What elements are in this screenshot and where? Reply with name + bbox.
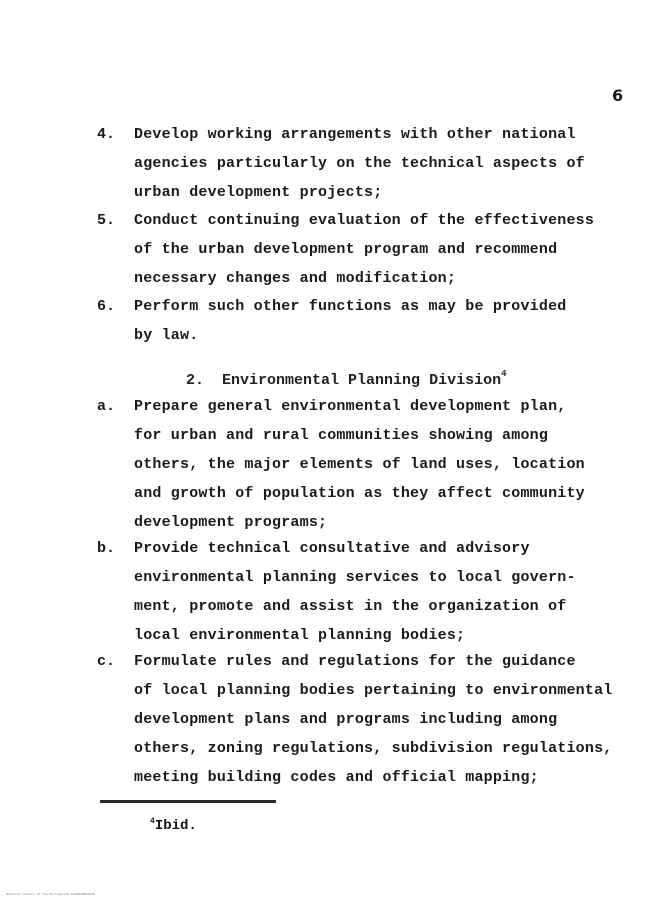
item-c-line-3: development plans and programs including among — [134, 711, 558, 728]
item-5-line-2: of the urban development program and recommend — [134, 241, 558, 258]
item-a-line-1: Prepare general environmental development plan, — [134, 398, 567, 415]
item-a-line-2: for urban and rural communities showing among — [134, 427, 549, 444]
item-b-line-3: ment, promote and assist in the organization of — [134, 598, 567, 615]
footnote-separator — [100, 800, 276, 803]
item-c-line-2: of local planning bodies pertaining to environmental — [134, 682, 613, 699]
item-c-line-4: others, zoning regulations, subdivision regulations, — [134, 740, 613, 757]
item-a-line-4: and growth of population as they affect community — [134, 485, 585, 502]
item-c-marker: c. — [97, 653, 116, 670]
item-6-line-1: Perform such other functions as may be provided — [134, 298, 567, 315]
footnote — [150, 817, 197, 834]
section-title: Environmental Planning Division — [222, 372, 502, 389]
footnote-marker: 4 — [150, 817, 155, 826]
item-a-marker: a. — [97, 398, 116, 415]
item-6-marker: 6. — [97, 298, 116, 315]
item-6-line-2: by law. — [134, 327, 199, 344]
section-heading — [186, 369, 506, 389]
item-4-line-1: Develop working arrangements with other national — [134, 126, 576, 143]
item-5-line-1: Conduct continuing evaluation of the effectiveness — [134, 212, 595, 229]
footnote-text: Ibid. — [154, 818, 197, 834]
section-number: 2. — [186, 372, 205, 389]
item-a-line-5: development programs; — [134, 514, 328, 531]
item-4-line-3: urban development projects; — [134, 184, 383, 201]
item-b-line-4: local environmental planning bodies; — [134, 627, 466, 644]
item-b-line-1: Provide technical consultative and advisory — [134, 540, 530, 557]
item-b-marker: b. — [97, 540, 116, 557]
item-5-marker: 5. — [97, 212, 116, 229]
scan-identifier: National Library of the Philippines N/P2016001028 — [6, 892, 95, 896]
item-c-line-5: meeting building codes and official mapping; — [134, 769, 539, 786]
item-b-line-2: environmental planning services to local govern- — [134, 569, 576, 586]
item-4-line-2: agencies particularly on the technical aspects of — [134, 155, 585, 172]
item-c-line-1: Formulate rules and regulations for the guidance — [134, 653, 576, 670]
item-a-line-3: others, the major elements of land uses, location — [134, 456, 585, 473]
item-5-line-3: necessary changes and modification; — [134, 270, 457, 287]
page-number: 6 — [612, 86, 624, 105]
section-footnote-ref: 4 — [501, 369, 507, 379]
item-4-marker: 4. — [97, 126, 116, 143]
